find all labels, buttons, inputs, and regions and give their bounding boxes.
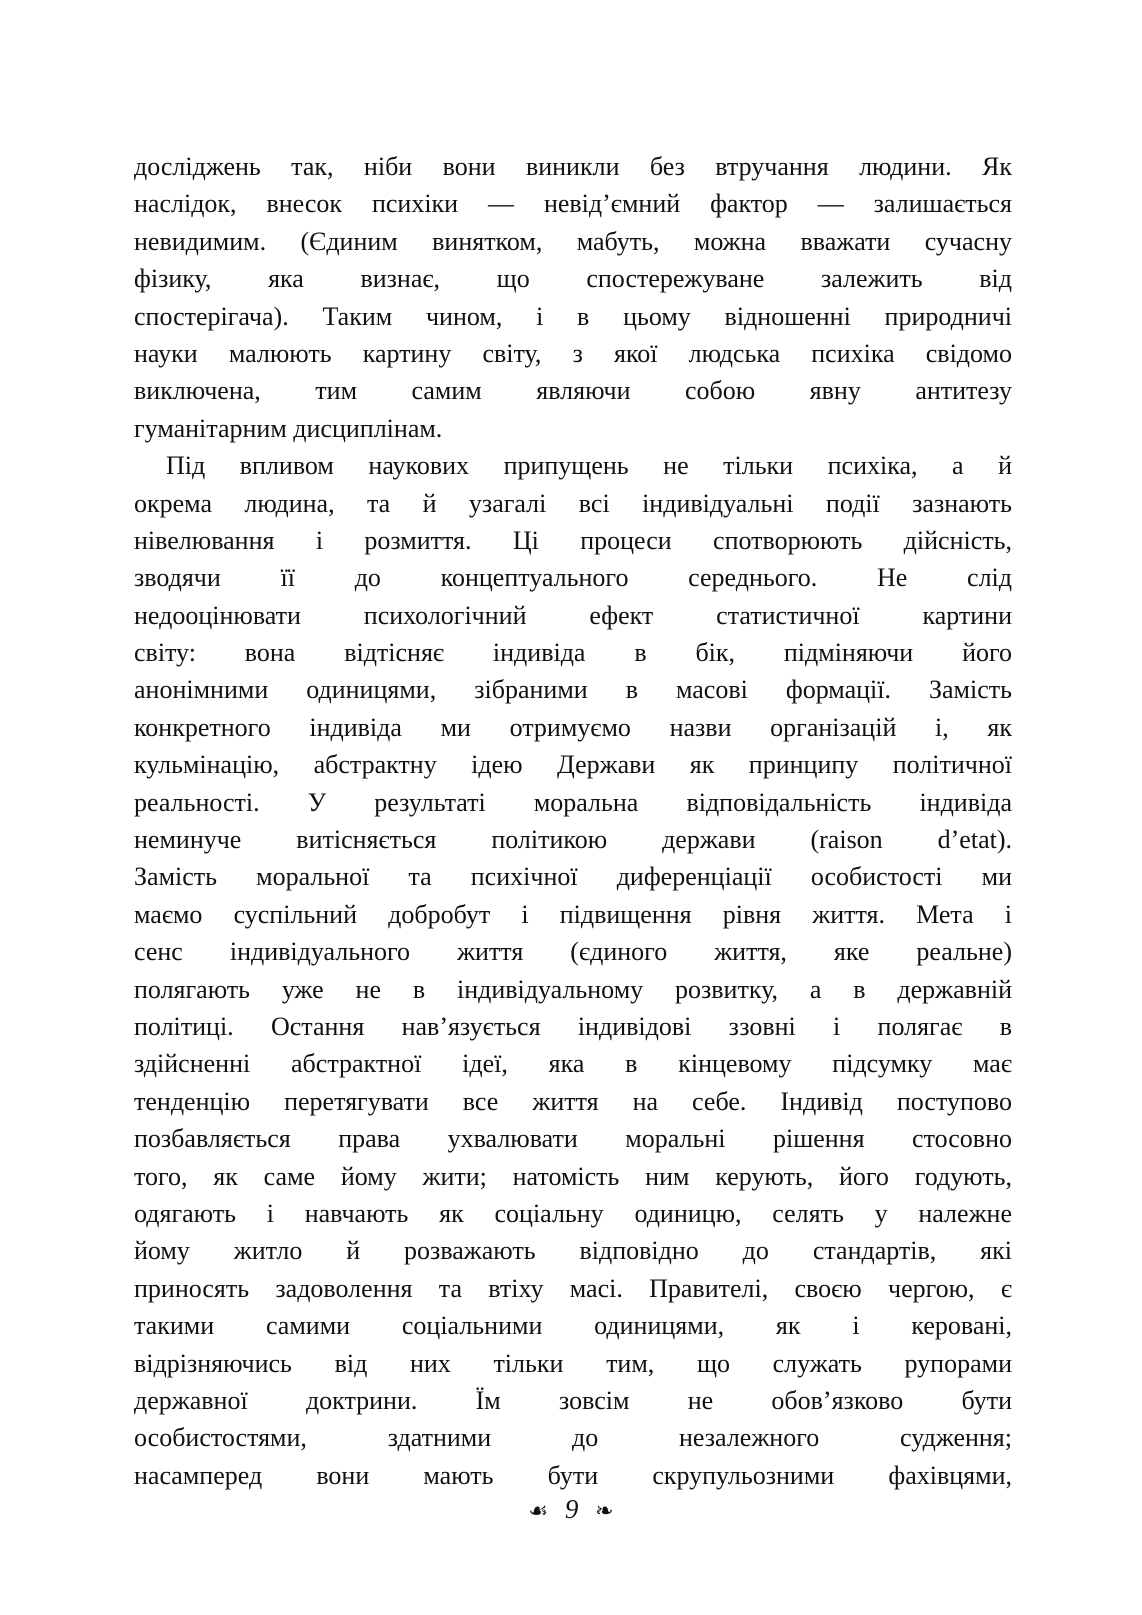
text-line: науки малюють картину світу, з якої людська психіка свідомо bbox=[134, 338, 1012, 368]
text-line: гуманітарним дисциплінам. bbox=[134, 413, 443, 443]
page-footer bbox=[0, 1494, 1142, 1525]
text-line: приносять задоволення та втіху масі. Правителі, своєю чергою, є bbox=[134, 1273, 1012, 1303]
text-line: державної доктрини. Їм зовсім не обов’язково бути bbox=[134, 1385, 1012, 1415]
text-line: світу: вона відтісняє індивіда в бік, підміняючи його bbox=[134, 638, 1012, 668]
text-line: виключена, тим самим являючи собою явну антитезу bbox=[134, 376, 1012, 406]
text-line: невидимим. (Єдиним винятком, мабуть, можна вважати сучасну bbox=[134, 226, 1012, 256]
text-line: відрізняючись від них тільки тим, що служать рупорами bbox=[134, 1348, 1012, 1378]
ornament-right-icon: ❧ bbox=[595, 1498, 614, 1523]
text-line: реальності. У результаті моральна відповідальність індивіда bbox=[134, 787, 1012, 817]
text-line: насамперед вони мають бути скрупульозними фахівцями, bbox=[134, 1460, 1012, 1490]
text-line: того, як саме йому жити; натомість ним керують, його годують, bbox=[134, 1161, 1012, 1191]
text-line: зводячи її до концептуального середнього. Не слід bbox=[134, 563, 1012, 593]
text-line: полягають уже не в індивідуальному розвитку, а в державній bbox=[134, 974, 1012, 1004]
text-line: маємо суспільний добробут і підвищення рівня життя. Мета і bbox=[134, 899, 1012, 929]
text-line: сенс індивідуального життя (єдиного життя, яке реальне) bbox=[134, 937, 1012, 967]
text-line: такими самими соціальними одиницями, як і керовані, bbox=[134, 1311, 1012, 1341]
text-line: спостерігача). Таким чином, і в цьому відношенні природничі bbox=[134, 301, 1012, 331]
text-line: особистостями, здатними до незалежного судження; bbox=[134, 1423, 1012, 1453]
text-line: окрема людина, та й узагалі всі індивідуальні події зазнають bbox=[134, 488, 1012, 518]
text-line: неминуче витісняється політикою держави (raison d’etat). bbox=[134, 825, 1012, 855]
text-line: нівелювання і розмиття. Ці процеси спотворюють дійсність, bbox=[134, 525, 1012, 555]
text-line: конкретного індивіда ми отримуємо назви організацій і, як bbox=[134, 712, 1012, 742]
text-line: тенденцію перетягувати все життя на себе. Індивід поступово bbox=[134, 1086, 1012, 1116]
text-line: досліджень так, ніби вони виникли без втручання людини. Як bbox=[134, 152, 1012, 181]
text-line: здійсненні абстрактної ідеї, яка в кінцевому підсумку має bbox=[134, 1049, 1012, 1079]
page-body-text bbox=[134, 148, 1012, 1494]
text-line: політиці. Остання нав’язується індивідові ззовні і полягає в bbox=[134, 1011, 1012, 1041]
text-line: позбавляється права ухвалювати моральні рішення стосовно bbox=[134, 1124, 1012, 1154]
text-line: Під впливом наукових припущень не тільки психіка, а й bbox=[166, 451, 1012, 481]
text-line: недооцінювати психологічний ефект статистичної картини bbox=[134, 600, 1012, 630]
ornament-left-icon: ☙ bbox=[528, 1498, 549, 1523]
text-line: йому житло й розважають відповідно до стандартів, які bbox=[134, 1236, 1012, 1266]
text-line: фізику, яка визнає, що спостережуване залежить від bbox=[134, 264, 1012, 294]
text-line: наслідок, внесок психіки — невід’ємний фактор — залишається bbox=[134, 189, 1012, 219]
page-number: 9 bbox=[564, 1494, 579, 1524]
text-line: кульмінацію, абстрактну ідею Держави як принципу політичної bbox=[134, 750, 1012, 780]
text-line: Замість моральної та психічної диференціації особистості ми bbox=[134, 862, 1012, 892]
text-line: анонімними одиницями, зібраними в масові формації. Замість bbox=[134, 675, 1012, 705]
text-line: одягають і навчають як соціальну одиницю, селять у належне bbox=[134, 1198, 1012, 1228]
